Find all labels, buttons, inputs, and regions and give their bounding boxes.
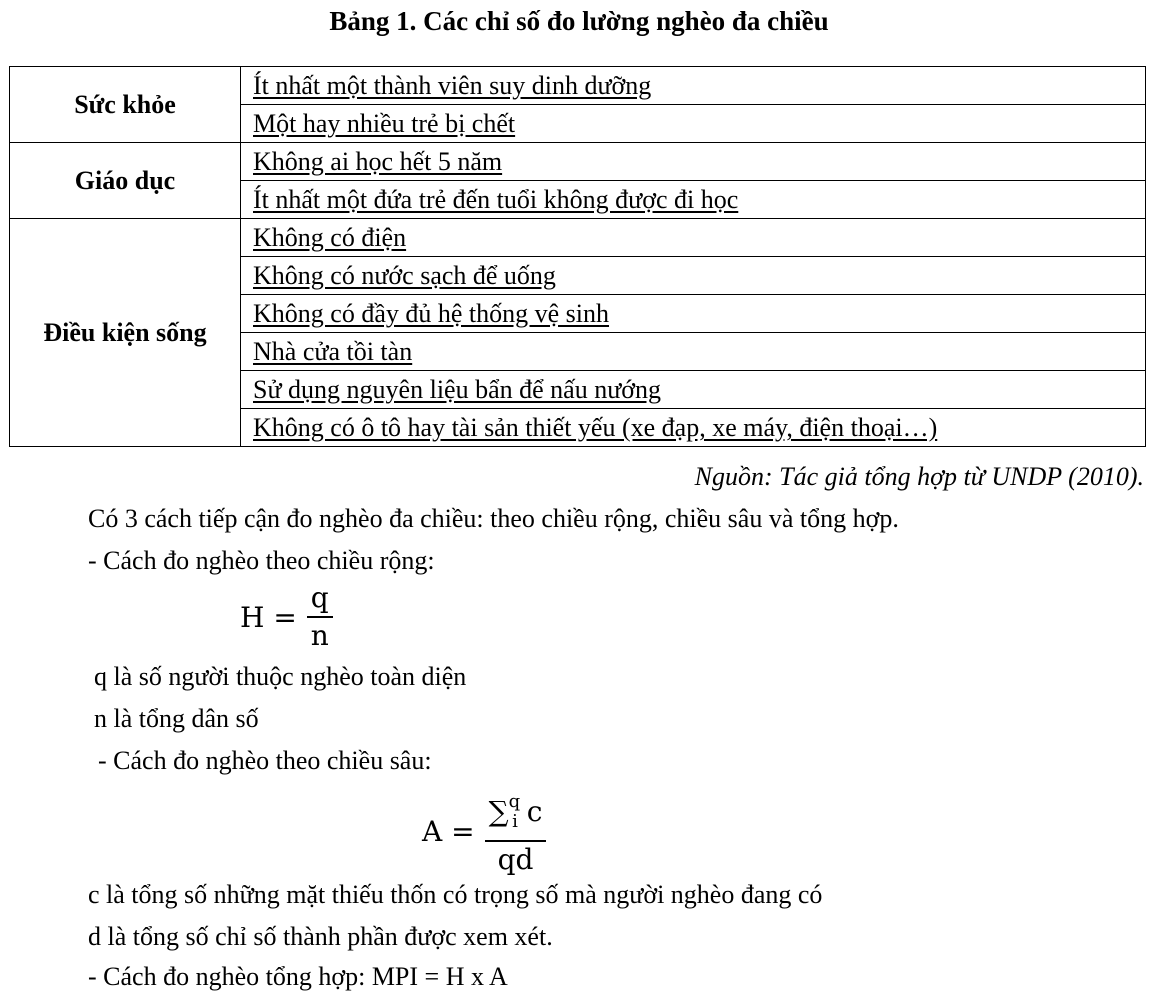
q-definition: q là số người thuộc nghèo toàn diện (94, 662, 467, 691)
sum-symbol: ∑ (488, 795, 509, 828)
c-definition: c là tổng số những mặt thiếu thốn có trọng số mà người nghèo đang có (88, 880, 823, 909)
composite-formula: - Cách đo nghèo tổng hợp: MPI = H x A (88, 962, 508, 991)
indicator-cell: Một hay nhiều trẻ bị chết (241, 105, 1146, 143)
n-definition: n là tổng dân số (94, 704, 259, 733)
dimension-cell: Điều kiện sống (10, 219, 241, 447)
source-note: Nguồn: Tác giả tổng hợp từ UNDP (2010). (694, 462, 1144, 491)
formula-a-lhs: A = (422, 814, 475, 848)
table-row (10, 219, 1146, 257)
table-row (10, 67, 1146, 105)
formula-a (422, 786, 546, 876)
formula-a-fraction (485, 786, 547, 876)
d-definition: d là tổng số chỉ số thành phần được xem xét. (88, 922, 553, 951)
indicator-cell: Không ai học hết 5 năm (241, 143, 1146, 181)
sum-upper-limit: q (508, 791, 521, 812)
depth-heading: - Cách đo nghèo theo chiều sâu: (98, 746, 432, 775)
sum-term: c (526, 795, 543, 828)
intro-paragraph: Có 3 cách tiếp cận đo nghèo đa chiều: theo chiều rộng, chiều sâu và tổng hợp. (88, 504, 899, 533)
formula-h-lhs: H = (240, 600, 297, 634)
formula-h-numerator: q (307, 582, 333, 618)
mpi-indicators-table (9, 66, 1146, 447)
indicator-cell: Không có nước sạch để uống (241, 257, 1146, 295)
dimension-cell: Sức khỏe (10, 67, 241, 143)
dimension-cell: Giáo dục (10, 143, 241, 219)
table-title: Bảng 1. Các chỉ số đo lường nghèo đa chiều (329, 6, 829, 36)
indicator-cell: Không có ô tô hay tài sản thiết yếu (xe đạp, xe máy, điện thoại…) (241, 409, 1146, 447)
formula-a-numerator (485, 786, 547, 842)
formula-h-denominator: n (310, 619, 329, 652)
formula-h-fraction (307, 582, 333, 652)
indicator-cell: Không có điện (241, 219, 1146, 257)
sum-lower-limit: i (512, 811, 518, 832)
indicator-cell: Không có đầy đủ hệ thống vệ sinh (241, 295, 1146, 333)
table-row (10, 143, 1146, 181)
indicator-cell: Nhà cửa tồi tàn (241, 333, 1146, 371)
indicator-cell: Sử dụng nguyên liệu bẩn để nấu nướng (241, 371, 1146, 409)
formula-h (240, 582, 333, 652)
indicator-cell: Ít nhất một đứa trẻ đến tuổi không được đi học (241, 181, 1146, 219)
indicator-cell: Ít nhất một thành viên suy dinh dưỡng (241, 67, 1146, 105)
formula-a-denominator: qd (497, 843, 534, 876)
width-heading: - Cách đo nghèo theo chiều rộng: (88, 546, 435, 575)
